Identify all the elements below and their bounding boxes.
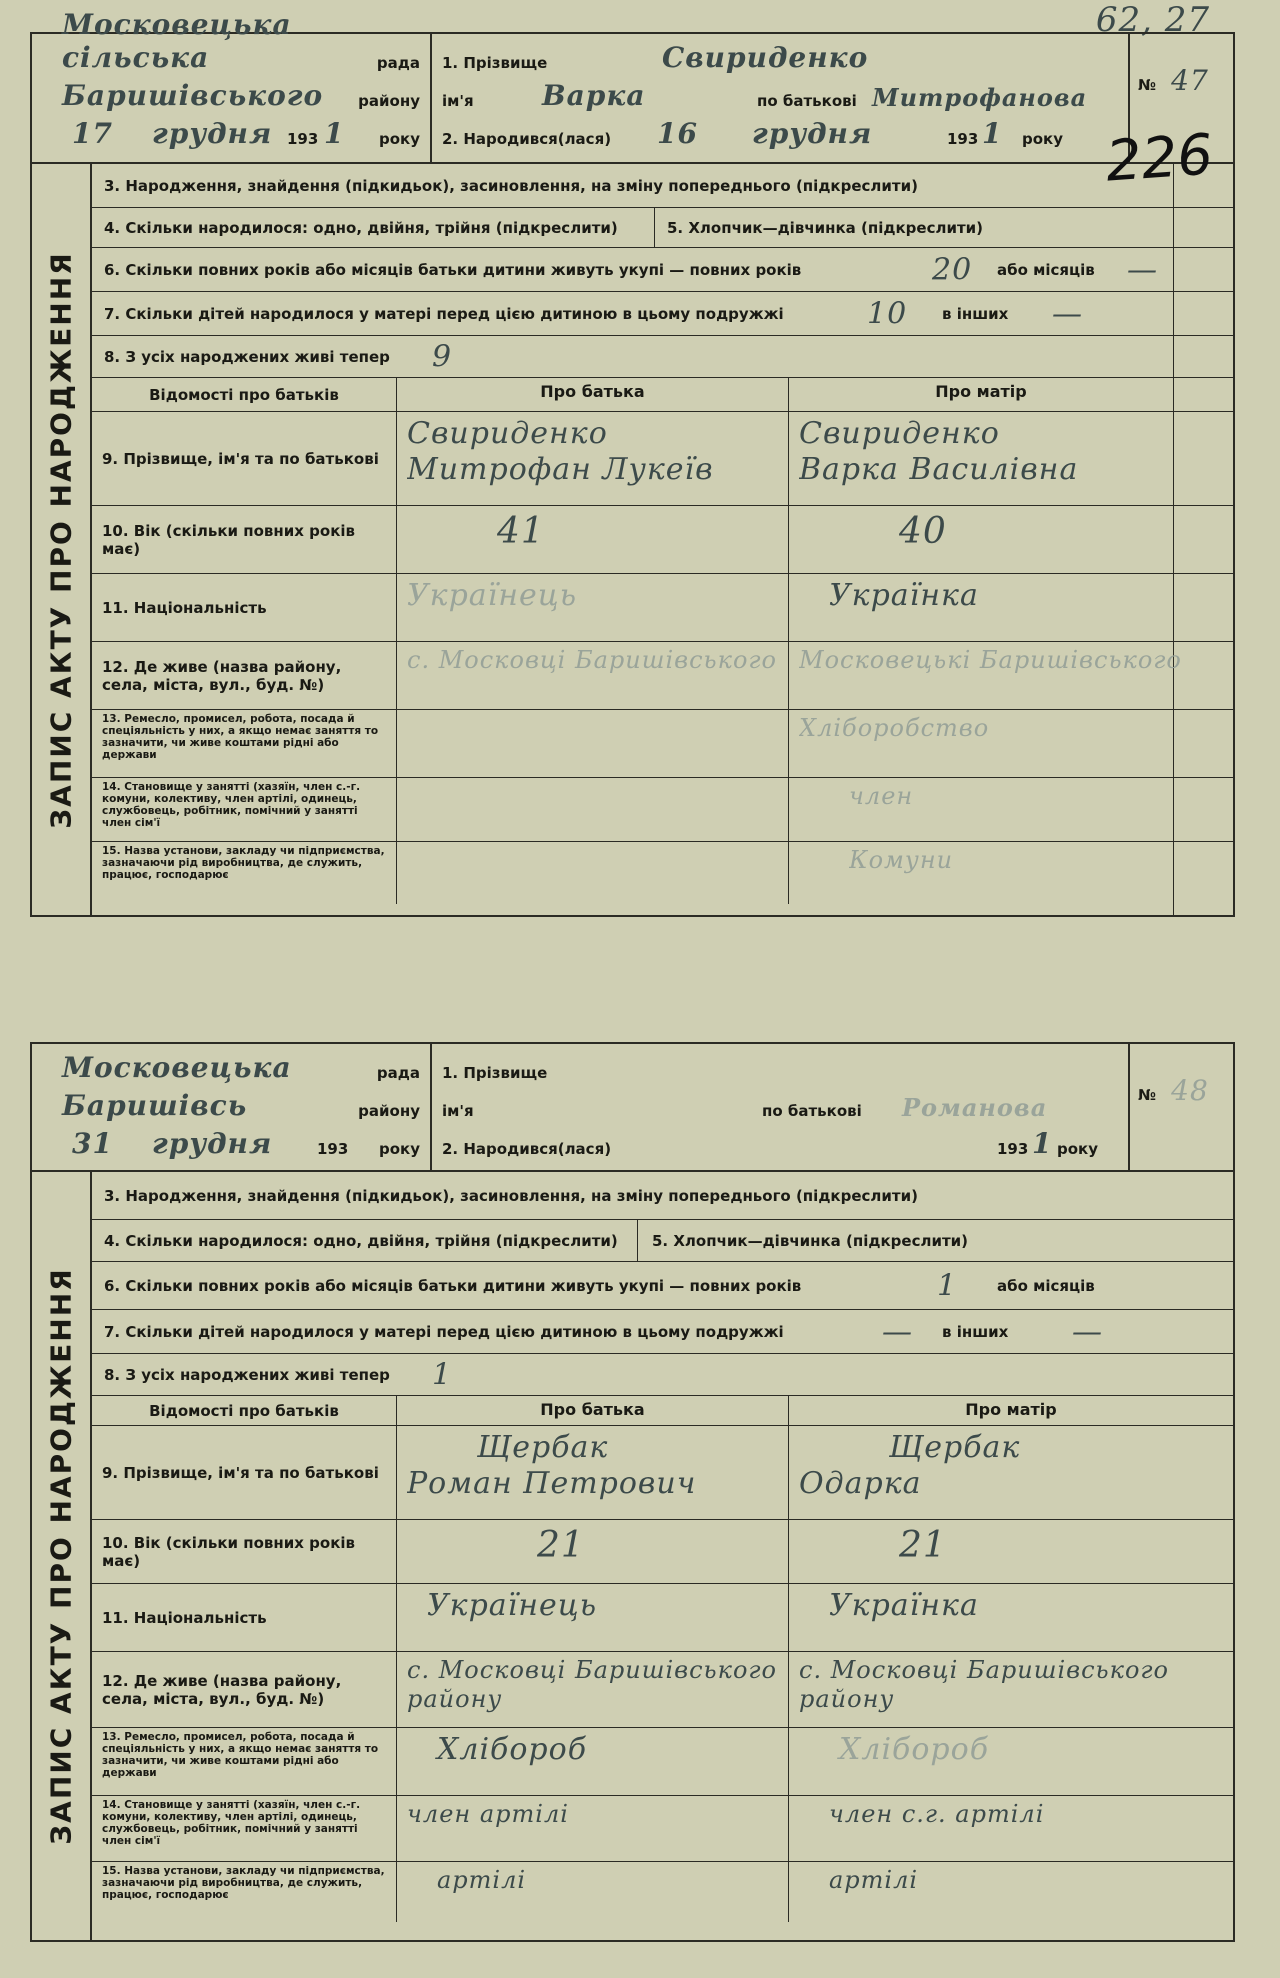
reg-day: 31 bbox=[72, 1127, 113, 1160]
side-title: ЗАПИС АКТУ ПРО НАРОДЖЕННЯ bbox=[32, 1172, 92, 1940]
record-number-block bbox=[1128, 1044, 1233, 1170]
reg-month: грудня bbox=[152, 117, 273, 150]
born-day: 16 bbox=[657, 117, 698, 150]
mother-residence: с. Московці Баришівського району bbox=[799, 1656, 1169, 1713]
row-3: 3. Народження, знайдення (підкидьок), засиновлення, на зміну попереднього (підкреслити) bbox=[92, 1172, 1233, 1220]
mother-surname: Щербак bbox=[889, 1430, 1021, 1465]
born-year-prefix: 193 bbox=[947, 130, 979, 148]
born-label: 2. Народився(лася) bbox=[442, 1140, 612, 1158]
patronymic-value: Романова bbox=[902, 1093, 1048, 1122]
child-info-block bbox=[432, 34, 1132, 162]
row-15: 15. Назва установи, закладу чи підприємства, зазначаючи рід виробництва, де служить, працює, господарює Комуни bbox=[92, 842, 1233, 904]
born-roku-label: року bbox=[1022, 130, 1064, 148]
born-roku-label: року bbox=[1057, 1140, 1099, 1158]
mother-workplace: артілі bbox=[829, 1866, 919, 1894]
father-nationality: Українець bbox=[427, 1588, 598, 1623]
row-6: 6. Скільки повних років або місяців батьки дитини живуть укупі — повних років 1 або місяців bbox=[92, 1262, 1233, 1310]
mother-nationality: Українка bbox=[829, 1588, 979, 1623]
born-label: 2. Народився(лася) bbox=[442, 130, 612, 148]
row-7: 7. Скільки дітей народилося у матері перед цією дитиною в цьому подружжі — в інших — bbox=[92, 1310, 1233, 1354]
months-together: — bbox=[1127, 252, 1158, 287]
children-other: — bbox=[1072, 1314, 1103, 1349]
surname-label: 1. Прізвище bbox=[442, 1064, 548, 1082]
children-other: — bbox=[1052, 296, 1083, 331]
father-residence: с. Московці Баришівського bbox=[407, 646, 777, 674]
name-label: ім'я bbox=[442, 1102, 474, 1120]
raion-label: району bbox=[358, 92, 420, 110]
record-body bbox=[92, 1172, 1233, 1940]
mother-age: 21 bbox=[899, 1525, 947, 1566]
birth-record-48 bbox=[30, 1042, 1235, 1942]
number-value: 48 bbox=[1171, 1074, 1209, 1107]
row-9: 9. Прізвище, ім'я та по батькові Свириденко Митрофан Лукеїв Свириденко Варка Василівна bbox=[92, 412, 1233, 506]
father-nationality: Українець bbox=[407, 578, 578, 613]
parents-header-row: Відомості про батьків Про батька Про матір bbox=[92, 1396, 1233, 1426]
row-8: 8. З усіх народжених живі тепер 9 bbox=[92, 336, 1233, 378]
born-year-suffix: 1 bbox=[982, 117, 1003, 150]
father-age: 41 bbox=[497, 511, 545, 552]
row-13: 13. Ремесло, промисел, робота, посада й спеціяльність у них, а якщо немає заняття то зазначити, чи живе коштами рідні або держави Хліборобство bbox=[92, 710, 1233, 778]
registry-office-block bbox=[32, 8, 432, 162]
father-name: Митрофан Лукеїв bbox=[407, 452, 714, 487]
mother-residence: Московецькі Баришівського bbox=[799, 646, 1182, 674]
reg-year-prefix: 193 bbox=[287, 130, 319, 148]
father-surname: Свириденко bbox=[407, 416, 608, 451]
patronymic-value: Митрофанова bbox=[872, 83, 1088, 112]
father-name: Роман Петрович bbox=[407, 1466, 697, 1501]
mother-surname: Свириденко bbox=[799, 416, 1000, 451]
children-before: 10 bbox=[867, 296, 908, 331]
children-before: — bbox=[882, 1314, 913, 1349]
surname-value: Свириденко bbox=[662, 41, 869, 74]
born-year-prefix: 193 bbox=[997, 1140, 1029, 1158]
born-year-suffix: 1 bbox=[1032, 1127, 1053, 1160]
row-3: 3. Народження, знайдення (підкидьок), засиновлення, на зміну попереднього (підкреслити) bbox=[92, 164, 1233, 208]
father-position: член артілі bbox=[407, 1800, 569, 1828]
row-10: 10. Вік (скільки повних років має) 21 21 bbox=[92, 1520, 1233, 1584]
reg-year-suffix: 1 bbox=[324, 117, 345, 150]
row-9: 9. Прізвище, ім'я та по батькові Щербак Роман Петрович Щербак Одарка bbox=[92, 1426, 1233, 1520]
record-header bbox=[32, 1044, 1233, 1172]
page-number: 62, 27 bbox=[1095, 0, 1210, 40]
rada-value: Московецька bbox=[62, 1051, 292, 1084]
row-12: 12. Де живе (назва району, села, міста, вул., буд. №) с. Московці Баришівського району с. Московці Баришівського району bbox=[92, 1652, 1233, 1728]
number-value: 47 bbox=[1171, 64, 1209, 97]
patronymic-label: по батькові bbox=[762, 1102, 862, 1120]
reg-year-prefix: 193 bbox=[317, 1140, 349, 1158]
row-13: 13. Ремесло, промисел, робота, посада й спеціяльність у них, а якщо немає заняття то зазначити, чи живе коштами рідні або держави Хлібороб Хлібороб bbox=[92, 1728, 1233, 1796]
row-4-5: 4. Скільки народилося: одно, двійня, трійня (підкреслити) 5. Хлопчик—дівчинка (підкреслити) bbox=[92, 1220, 1233, 1262]
row-14: 14. Становище у занятті (хазяїн, член с.-г. комуни, колективу, член артілі, одинець, службовець, робітник, помічний у занятті член сім'ї член артілі член с.г. артілі bbox=[92, 1796, 1233, 1862]
rada-label: рада bbox=[376, 54, 420, 72]
row-10: 10. Вік (скільки повних років має) 41 40 bbox=[92, 506, 1233, 574]
big-handwritten-number: 226 bbox=[1103, 122, 1216, 195]
name-label: ім'я bbox=[442, 92, 474, 110]
number-label: № bbox=[1138, 76, 1157, 94]
mother-occupation: Хлібороб bbox=[839, 1732, 990, 1767]
row-11: 11. Національність Українець Українка bbox=[92, 1584, 1233, 1652]
alive-count: 1 bbox=[432, 1357, 453, 1392]
mother-workplace: Комуни bbox=[849, 846, 954, 874]
mother-position: член с.г. артілі bbox=[829, 1800, 1045, 1828]
mother-age: 40 bbox=[899, 511, 947, 552]
raion-value: Баришівського bbox=[62, 79, 324, 112]
parents-header-row: Відомості про батьків Про батька Про матір bbox=[92, 378, 1233, 412]
child-info-block bbox=[432, 1044, 1132, 1170]
row-11: 11. Національність Українець Українка bbox=[92, 574, 1233, 642]
row-8: 8. З усіх народжених живі тепер 1 bbox=[92, 1354, 1233, 1396]
mother-name: Одарка bbox=[799, 1466, 922, 1501]
years-together: 20 bbox=[932, 252, 973, 287]
row-4-5: 4. Скільки народилося: одно, двійня, трійня (підкреслити) 5. Хлопчик—дівчинка (підкреслити) bbox=[92, 208, 1233, 248]
row-6: 6. Скільки повних років або місяців батьки дитини живуть укупі — повних років 20 або місяців — bbox=[92, 248, 1233, 292]
mother-name: Варка Василівна bbox=[799, 452, 1079, 487]
born-month: грудня bbox=[752, 117, 873, 150]
row-7: 7. Скільки дітей народилося у матері перед цією дитиною в цьому подружжі 10 в інших — bbox=[92, 292, 1233, 336]
registry-office-block bbox=[32, 1044, 432, 1170]
father-age: 21 bbox=[537, 1525, 585, 1566]
row-15: 15. Назва установи, закладу чи підприємства, зазначаючи рід виробництва, де служить, працює, господарює артілі артілі bbox=[92, 1862, 1233, 1922]
alive-count: 9 bbox=[432, 339, 453, 374]
number-label: № bbox=[1138, 1086, 1157, 1104]
mother-nationality: Українка bbox=[829, 578, 979, 613]
roku-label: року bbox=[378, 1140, 420, 1158]
reg-month: грудня bbox=[152, 1127, 273, 1160]
reg-day: 17 bbox=[72, 117, 113, 150]
raion-label: району bbox=[358, 1102, 420, 1120]
mother-position: член bbox=[849, 782, 914, 810]
record-body bbox=[92, 164, 1233, 915]
years-together: 1 bbox=[937, 1268, 958, 1303]
father-occupation: Хлібороб bbox=[437, 1732, 588, 1767]
raion-value: Баришівсь bbox=[62, 1089, 248, 1122]
name-value: Варка bbox=[542, 79, 646, 112]
mother-occupation: Хліборобство bbox=[799, 714, 990, 742]
surname-label: 1. Прізвище bbox=[442, 54, 548, 72]
side-title: ЗАПИС АКТУ ПРО НАРОДЖЕННЯ bbox=[32, 164, 92, 915]
rada-value: Московецька сільська bbox=[62, 8, 292, 74]
row-12: 12. Де живе (назва району, села, міста, вул., буд. №) с. Московці Баришівського Московецькі Баришівського bbox=[92, 642, 1233, 710]
father-workplace: артілі bbox=[437, 1866, 527, 1894]
roku-label: року bbox=[378, 130, 420, 148]
row-14: 14. Становище у занятті (хазяїн, член с.-г. комуни, колективу, член артілі, одинець, службовець, робітник, помічний у занятті член сім'ї член bbox=[92, 778, 1233, 842]
father-surname: Щербак bbox=[477, 1430, 609, 1465]
patronymic-label: по батькові bbox=[757, 92, 857, 110]
father-residence: с. Московці Баришівського району bbox=[407, 1656, 777, 1713]
rada-label: рада bbox=[376, 1064, 420, 1082]
